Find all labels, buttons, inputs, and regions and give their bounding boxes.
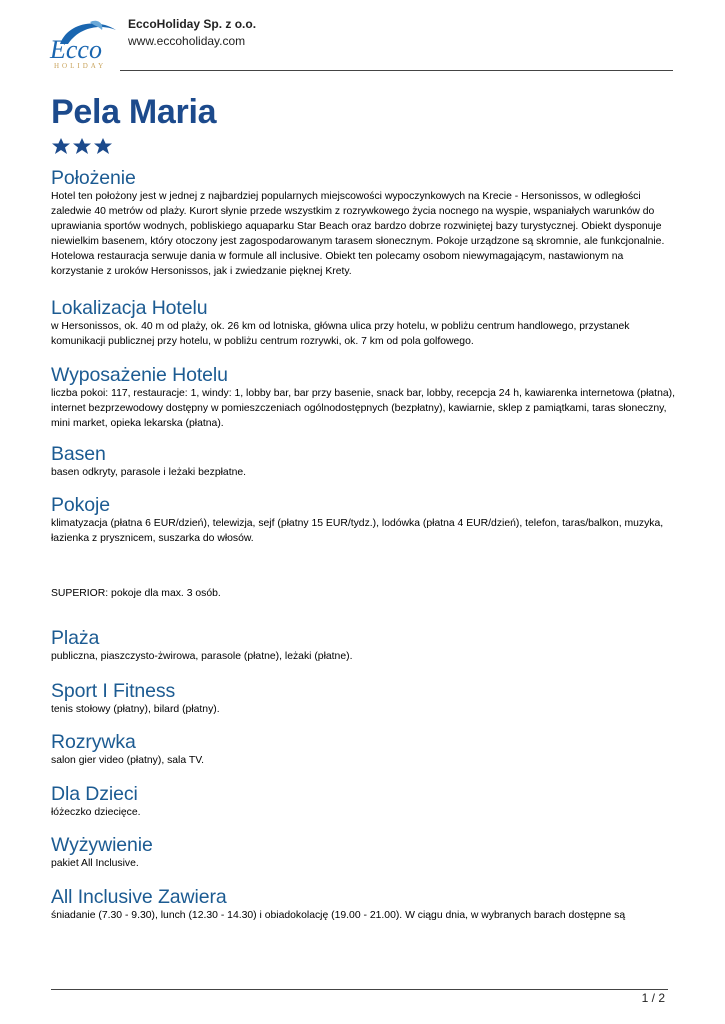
company-logo: [46, 14, 126, 70]
section-wyzywienie: [51, 834, 676, 871]
section-heading: Rozrywka: [51, 731, 136, 753]
star-icon: [73, 138, 91, 154]
section-heading: Basen: [51, 443, 106, 465]
section-heading: Wyżywienie: [51, 834, 153, 856]
section-plaza: [51, 627, 676, 664]
section-heading: Pokoje: [51, 494, 111, 516]
section-wyposazenie: [51, 364, 676, 431]
section-text: śniadanie (7.30 - 9.30), lunch (12.30 - 14.30) i obiadokolację (19.00 - 21.00). W ciągu dnia, w wybranych barach dostępne są: [51, 910, 626, 921]
hotel-rating: [51, 137, 115, 157]
logo-graphic: [46, 14, 126, 70]
section-text: pakiet All Inclusive.: [51, 858, 139, 869]
section-text: Hotel ten położony jest w jednej z najbardziej popularnych miejscowości wypoczynkowych na Krecie - Hersonissos, w odległości zaledwie 40 metrów od plaży. Kurort słynie przede wszystkim z rozrywkowego życia nocnego na wyspie, wspaniałych warunków do uprawiania sportów wodnych, pobliskiego aquaparku Star Beach oraz bardzo dobrze rozwiniętej bazy turystycznej. Obiekt dysponuje niewielkim basenem, który otoczony jest zagospodarowanym tarasem słonecznym. Pokoje urządzone są skromnie, ale funkcjonalnie. Hotelowa restauracja serwuje dania w formule all inclusive. Obiekt ten polecamy osobom niewymagającym, nastawionym na korzystanie z uroków Hersonissos, jak i zwiedzanie pięknej Krety.: [51, 191, 665, 277]
section-heading: Dla Dzieci: [51, 783, 138, 805]
section-pokoje: [51, 494, 676, 601]
logo-subtext: HOLIDAY: [54, 62, 107, 70]
section-rozrywka: [51, 731, 676, 768]
header-divider: [120, 70, 673, 71]
section-basen: [51, 443, 676, 480]
section-text: łóżeczko dziecięce.: [51, 807, 141, 818]
section-note: SUPERIOR: pokoje dla max. 3 osób.: [51, 588, 221, 599]
section-lokalizacja: [51, 297, 676, 349]
section-all-inclusive: [51, 886, 676, 923]
section-heading: Położenie: [51, 167, 136, 189]
section-text: liczba pokoi: 117, restauracje: 1, windy: 1, lobby bar, bar przy basenie, snack bar, lobby, recepcja 24 h, kawiarenka internetowa (płatna), internet bezprzewodowy dostępny w pomieszczeniach ogólnodostępnych (bezpłatny), kawiarnie, sklep z pamiątkami, taras słoneczny, mini market, opieka lekarska (płatna).: [51, 388, 675, 429]
company-name: EccoHoliday Sp. z o.o.: [128, 17, 257, 31]
star-icon: [94, 138, 112, 154]
section-heading: Plaża: [51, 627, 100, 649]
section-heading: Wyposażenie Hotelu: [51, 364, 228, 386]
section-text: publiczna, piaszczysto-żwirowa, parasole (płatne), leżaki (płatne).: [51, 651, 353, 662]
section-dla-dzieci: [51, 783, 676, 820]
page-number: 1 / 2: [641, 991, 665, 1005]
logo-text: Ecco: [50, 35, 102, 64]
company-url[interactable]: www.eccoholiday.com: [128, 34, 246, 48]
section-sport: [51, 680, 676, 717]
star-icon: [52, 138, 70, 154]
section-text: tenis stołowy (płatny), bilard (płatny).: [51, 704, 220, 715]
section-heading: Lokalizacja Hotelu: [51, 297, 208, 319]
hotel-name: Pela Maria: [51, 93, 217, 131]
section-text: basen odkryty, parasole i leżaki bezpłatne.: [51, 467, 247, 478]
section-polozenie: [51, 167, 676, 279]
section-heading: Sport I Fitness: [51, 680, 176, 702]
section-text: klimatyzacja (płatna 6 EUR/dzień), telewizja, sejf (płatny 15 EUR/tydz.), lodówka (płatna 4 EUR/dzień), telefon, taras/balkon, muzyka, łazienka z prysznicem, suszarka do włosów.: [51, 518, 664, 544]
footer-divider: [51, 989, 668, 990]
section-text: salon gier video (płatny), sala TV.: [51, 755, 205, 766]
section-heading: All Inclusive Zawiera: [51, 886, 227, 908]
section-text: w Hersonissos, ok. 40 m od plaży, ok. 26 km od lotniska, główna ulica przy hotelu, w pobliżu centrum handlowego, przystanek komunikacji publicznej przy hotelu, w pobliżu centrum rozrywki, ok. 7 km od pola golfowego.: [51, 321, 630, 347]
